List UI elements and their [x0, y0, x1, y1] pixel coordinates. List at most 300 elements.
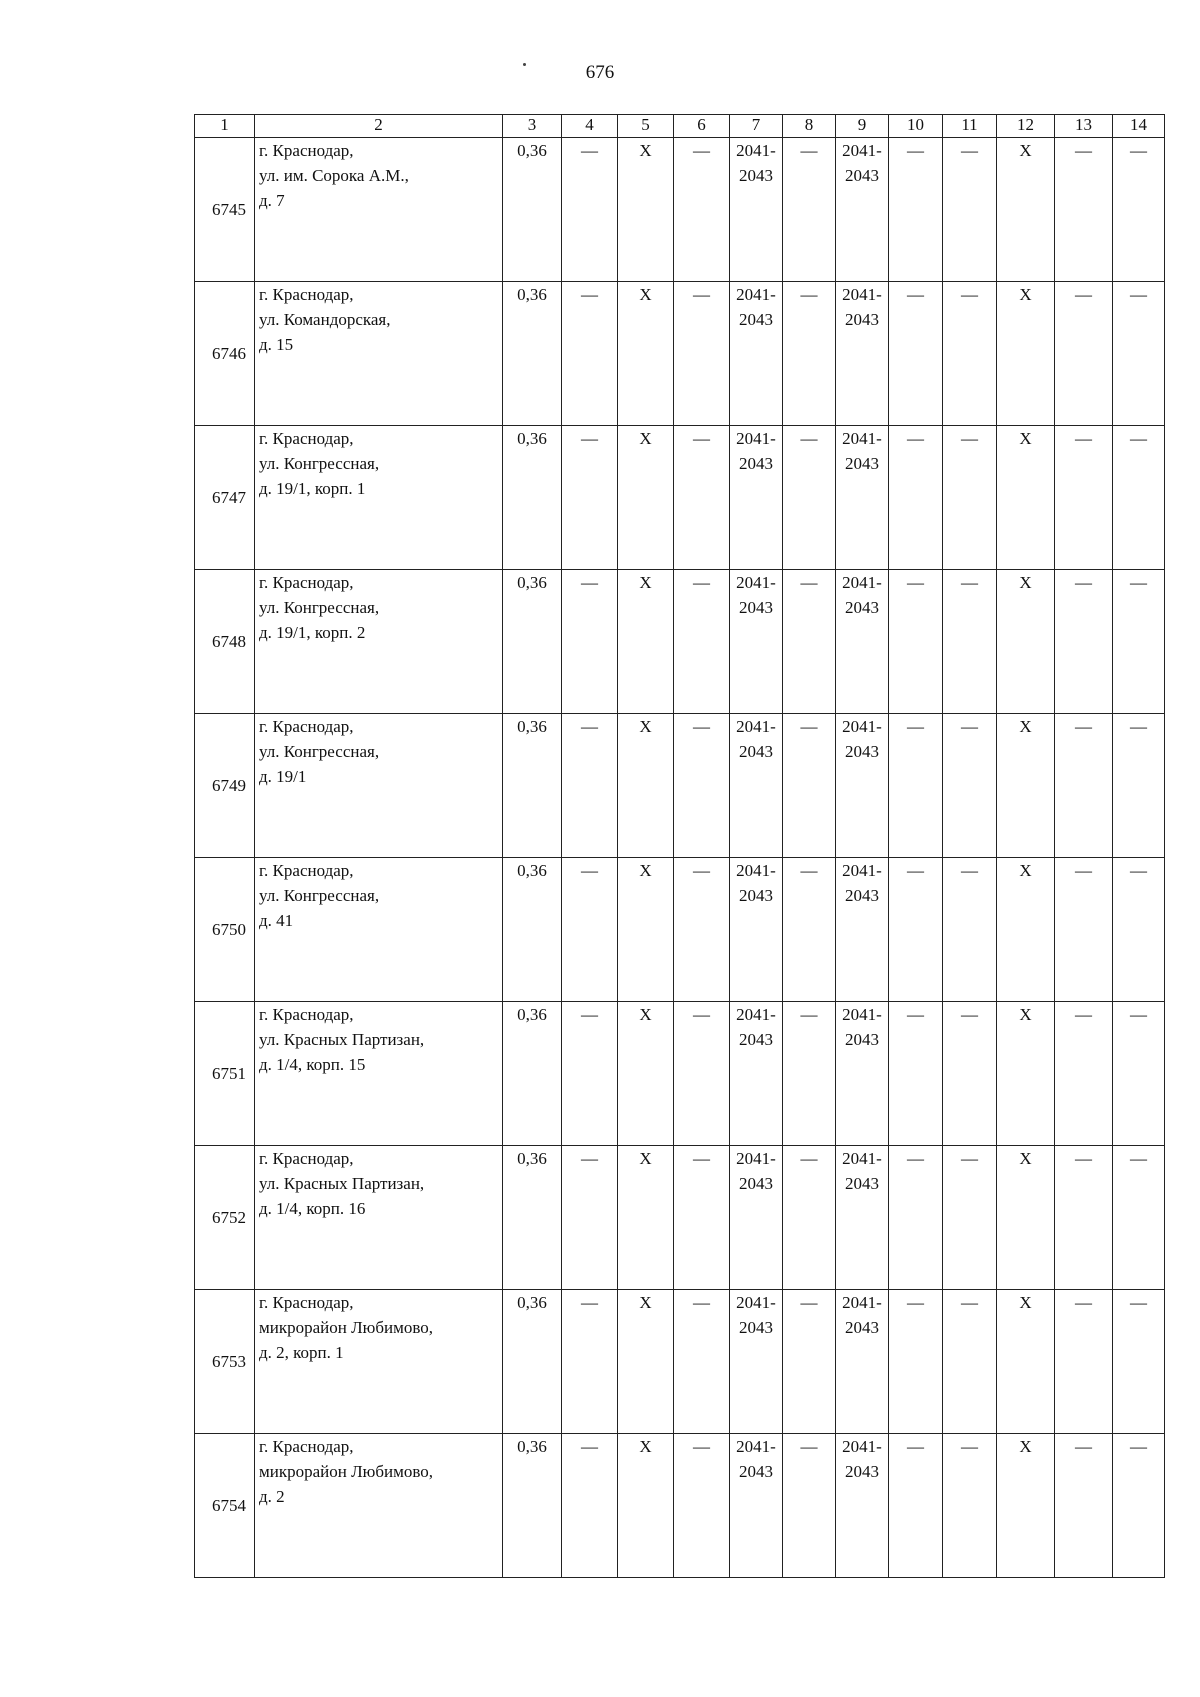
row-number: 6747 [195, 426, 255, 570]
period-cell-9 [836, 426, 889, 570]
address-line: г. Краснодар, [259, 429, 354, 448]
value-cell-6 [674, 1434, 730, 1578]
value-cell-6 [674, 1290, 730, 1434]
value-cell-14 [1113, 570, 1165, 714]
value-cell-12 [997, 1002, 1055, 1146]
cell-value: — [907, 573, 924, 592]
cell-value: Х [1019, 861, 1032, 880]
value-cell-12 [997, 858, 1055, 1002]
address-line: д. 2, корп. 1 [259, 1343, 344, 1362]
value-cell-10 [889, 1002, 943, 1146]
period-line: 2043 [845, 1318, 879, 1337]
column-header-3: 3 [503, 115, 562, 138]
value-cell-14 [1113, 1434, 1165, 1578]
period-line: 2043 [845, 742, 879, 761]
value-cell-11 [943, 1146, 997, 1290]
row-number: 6748 [195, 570, 255, 714]
address-line: г. Краснодар, [259, 1005, 354, 1024]
cell-value: — [581, 573, 598, 592]
cell-value: Х [1019, 717, 1032, 736]
header-row [195, 115, 1165, 138]
value-cell-6 [674, 570, 730, 714]
value-cell-3 [503, 282, 562, 426]
period-line: 2041- [842, 141, 882, 160]
value-cell-8 [783, 1290, 836, 1434]
cell-value: Х [639, 861, 652, 880]
cell-value: — [1075, 141, 1092, 160]
column-header-8: 8 [783, 115, 836, 138]
value-cell-10 [889, 1290, 943, 1434]
cell-value: — [907, 1149, 924, 1168]
scan-speck [523, 63, 526, 66]
period-line: 2041- [736, 861, 776, 880]
value-cell-11 [943, 714, 997, 858]
address-cell [255, 1434, 503, 1578]
period-cell-9 [836, 714, 889, 858]
cell-value: — [907, 1437, 924, 1456]
cell-value: 0,36 [517, 1437, 547, 1456]
table-row [195, 1146, 1165, 1290]
value-cell-13 [1055, 1002, 1113, 1146]
cell-value: — [1075, 1437, 1092, 1456]
period-line: 2041- [736, 717, 776, 736]
cell-value: — [1130, 285, 1147, 304]
period-line: 2043 [845, 598, 879, 617]
period-cell-7 [730, 714, 783, 858]
value-cell-4 [562, 1434, 618, 1578]
value-cell-14 [1113, 714, 1165, 858]
cell-value: — [961, 1005, 978, 1024]
value-cell-4 [562, 426, 618, 570]
address-line: г. Краснодар, [259, 861, 354, 880]
cell-value: — [1075, 1149, 1092, 1168]
registry-table [194, 114, 1165, 1578]
value-cell-10 [889, 1434, 943, 1578]
period-line: 2041- [842, 573, 882, 592]
period-line: 2043 [845, 454, 879, 473]
table-row [195, 1434, 1165, 1578]
value-cell-4 [562, 1290, 618, 1434]
value-cell-5 [618, 714, 674, 858]
cell-value: — [961, 141, 978, 160]
cell-value: — [800, 285, 818, 304]
period-cell-9 [836, 1146, 889, 1290]
table-row [195, 714, 1165, 858]
cell-value: Х [1019, 1293, 1032, 1312]
period-line: 2041- [736, 285, 776, 304]
period-line: 2041- [842, 1437, 882, 1456]
cell-value: — [693, 285, 710, 304]
cell-value: — [800, 573, 818, 592]
period-line: 2041- [842, 1005, 882, 1024]
cell-value: — [693, 717, 710, 736]
cell-value: Х [639, 573, 652, 592]
cell-value: — [1130, 573, 1147, 592]
cell-value: 0,36 [517, 717, 547, 736]
period-cell-7 [730, 1002, 783, 1146]
cell-value: — [800, 1005, 818, 1024]
address-line: ул. им. Сорока А.М., [259, 166, 409, 185]
period-line: 2041- [842, 429, 882, 448]
table-row [195, 1002, 1165, 1146]
value-cell-12 [997, 138, 1055, 282]
value-cell-11 [943, 858, 997, 1002]
cell-value: — [907, 1293, 924, 1312]
period-line: 2043 [739, 598, 773, 617]
column-header-10: 10 [889, 115, 943, 138]
value-cell-11 [943, 138, 997, 282]
cell-value: 0,36 [517, 141, 547, 160]
value-cell-11 [943, 570, 997, 714]
cell-value: 0,36 [517, 861, 547, 880]
cell-value: — [1075, 429, 1092, 448]
value-cell-13 [1055, 138, 1113, 282]
cell-value: — [693, 1005, 710, 1024]
period-cell-7 [730, 858, 783, 1002]
value-cell-8 [783, 1002, 836, 1146]
row-number: 6753 [195, 1290, 255, 1434]
value-cell-10 [889, 714, 943, 858]
cell-value: — [693, 573, 710, 592]
column-header-1: 1 [195, 115, 255, 138]
period-line: 2041- [736, 1437, 776, 1456]
cell-value: — [581, 141, 598, 160]
value-cell-10 [889, 1146, 943, 1290]
value-cell-6 [674, 138, 730, 282]
period-cell-7 [730, 138, 783, 282]
cell-value: 0,36 [517, 1005, 547, 1024]
cell-value: Х [1019, 1149, 1032, 1168]
cell-value: — [581, 1293, 598, 1312]
table-row [195, 426, 1165, 570]
period-line: 2041- [842, 1293, 882, 1312]
cell-value: — [961, 717, 978, 736]
column-header-4: 4 [562, 115, 618, 138]
value-cell-4 [562, 858, 618, 1002]
value-cell-10 [889, 282, 943, 426]
value-cell-5 [618, 1002, 674, 1146]
cell-value: — [693, 141, 710, 160]
column-header-13: 13 [1055, 115, 1113, 138]
row-number: 6752 [195, 1146, 255, 1290]
address-line: д. 1/4, корп. 16 [259, 1199, 366, 1218]
value-cell-3 [503, 1002, 562, 1146]
value-cell-13 [1055, 1146, 1113, 1290]
value-cell-14 [1113, 1146, 1165, 1290]
cell-value: — [581, 1005, 598, 1024]
column-header-14: 14 [1113, 115, 1165, 138]
period-line: 2043 [739, 1174, 773, 1193]
cell-value: — [907, 141, 924, 160]
period-cell-7 [730, 1434, 783, 1578]
cell-value: Х [639, 1005, 652, 1024]
value-cell-8 [783, 570, 836, 714]
cell-value: — [800, 1437, 818, 1456]
cell-value: — [581, 1437, 598, 1456]
value-cell-12 [997, 282, 1055, 426]
value-cell-8 [783, 138, 836, 282]
value-cell-8 [783, 714, 836, 858]
period-line: 2041- [842, 285, 882, 304]
period-line: 2043 [739, 886, 773, 905]
value-cell-3 [503, 1146, 562, 1290]
address-line: ул. Конгрессная, [259, 454, 380, 473]
period-cell-9 [836, 282, 889, 426]
value-cell-5 [618, 426, 674, 570]
cell-value: — [693, 1437, 710, 1456]
cell-value: — [1075, 285, 1092, 304]
cell-value: — [581, 717, 598, 736]
value-cell-12 [997, 714, 1055, 858]
period-cell-7 [730, 570, 783, 714]
address-line: микрорайон Любимово, [259, 1462, 434, 1481]
period-line: 2041- [842, 1149, 882, 1168]
value-cell-4 [562, 570, 618, 714]
cell-value: — [800, 1293, 818, 1312]
table-body [195, 138, 1165, 1578]
period-line: 2043 [845, 1462, 879, 1481]
table-row [195, 138, 1165, 282]
cell-value: Х [639, 429, 652, 448]
period-line: 2041- [842, 861, 882, 880]
cell-value: — [581, 1149, 598, 1168]
period-line: 2041- [736, 429, 776, 448]
cell-value: — [693, 429, 710, 448]
address-cell [255, 1002, 503, 1146]
address-cell [255, 1290, 503, 1434]
value-cell-8 [783, 1434, 836, 1578]
cell-value: — [907, 285, 924, 304]
value-cell-10 [889, 426, 943, 570]
address-cell [255, 138, 503, 282]
column-header-9: 9 [836, 115, 889, 138]
address-line: д. 41 [259, 911, 294, 930]
value-cell-13 [1055, 1434, 1113, 1578]
address-line: д. 2 [259, 1487, 285, 1506]
address-line: микрорайон Любимово, [259, 1318, 434, 1337]
cell-value: Х [1019, 1437, 1032, 1456]
address-line: г. Краснодар, [259, 717, 354, 736]
value-cell-10 [889, 570, 943, 714]
value-cell-4 [562, 1146, 618, 1290]
value-cell-13 [1055, 570, 1113, 714]
value-cell-12 [997, 1290, 1055, 1434]
period-line: 2043 [739, 454, 773, 473]
value-cell-5 [618, 1434, 674, 1578]
cell-value: Х [639, 1293, 652, 1312]
cell-value: — [800, 717, 818, 736]
period-line: 2041- [736, 1149, 776, 1168]
period-cell-9 [836, 1290, 889, 1434]
value-cell-11 [943, 426, 997, 570]
column-header-11: 11 [943, 115, 997, 138]
address-cell [255, 714, 503, 858]
value-cell-13 [1055, 426, 1113, 570]
cell-value: Х [1019, 285, 1032, 304]
value-cell-3 [503, 1434, 562, 1578]
cell-value: — [800, 429, 818, 448]
address-line: г. Краснодар, [259, 573, 354, 592]
cell-value: — [693, 1149, 710, 1168]
address-line: ул. Конгрессная, [259, 598, 380, 617]
address-line: г. Краснодар, [259, 1149, 354, 1168]
value-cell-5 [618, 1290, 674, 1434]
cell-value: Х [1019, 1005, 1032, 1024]
address-line: д. 15 [259, 335, 294, 354]
cell-value: — [1130, 1437, 1147, 1456]
value-cell-6 [674, 282, 730, 426]
value-cell-12 [997, 570, 1055, 714]
period-cell-9 [836, 858, 889, 1002]
period-line: 2043 [845, 1174, 879, 1193]
value-cell-4 [562, 714, 618, 858]
cell-value: — [1075, 1005, 1092, 1024]
cell-value: — [581, 429, 598, 448]
value-cell-10 [889, 138, 943, 282]
address-line: г. Краснодар, [259, 141, 354, 160]
cell-value: — [907, 429, 924, 448]
row-number: 6746 [195, 282, 255, 426]
period-line: 2041- [736, 141, 776, 160]
value-cell-13 [1055, 282, 1113, 426]
cell-value: — [1075, 717, 1092, 736]
period-line: 2041- [736, 573, 776, 592]
value-cell-8 [783, 282, 836, 426]
value-cell-3 [503, 426, 562, 570]
period-line: 2043 [739, 310, 773, 329]
table-row [195, 570, 1165, 714]
value-cell-13 [1055, 1290, 1113, 1434]
value-cell-5 [618, 570, 674, 714]
period-line: 2043 [739, 742, 773, 761]
column-header-12: 12 [997, 115, 1055, 138]
value-cell-5 [618, 858, 674, 1002]
period-cell-9 [836, 1434, 889, 1578]
cell-value: Х [639, 1437, 652, 1456]
address-cell [255, 1146, 503, 1290]
cell-value: 0,36 [517, 1149, 547, 1168]
period-cell-7 [730, 282, 783, 426]
value-cell-8 [783, 426, 836, 570]
period-line: 2043 [845, 166, 879, 185]
address-line: г. Краснодар, [259, 1293, 354, 1312]
cell-value: — [1130, 1293, 1147, 1312]
cell-value: 0,36 [517, 1293, 547, 1312]
period-line: 2043 [739, 166, 773, 185]
address-line: д. 19/1, корп. 1 [259, 479, 366, 498]
period-cell-7 [730, 1290, 783, 1434]
cell-value: — [1075, 1293, 1092, 1312]
row-number: 6750 [195, 858, 255, 1002]
address-line: г. Краснодар, [259, 285, 354, 304]
cell-value: — [1130, 717, 1147, 736]
period-line: 2043 [739, 1030, 773, 1049]
cell-value: — [961, 1293, 978, 1312]
value-cell-14 [1113, 1002, 1165, 1146]
value-cell-11 [943, 1002, 997, 1146]
address-line: ул. Красных Партизан, [259, 1030, 425, 1049]
period-line: 2043 [739, 1318, 773, 1337]
cell-value: — [800, 141, 818, 160]
cell-value: Х [639, 285, 652, 304]
cell-value: — [1130, 1149, 1147, 1168]
column-header-6: 6 [674, 115, 730, 138]
address-line: ул. Конгрессная, [259, 742, 380, 761]
row-number: 6749 [195, 714, 255, 858]
cell-value: 0,36 [517, 285, 547, 304]
cell-value: — [1130, 861, 1147, 880]
cell-value: — [961, 1437, 978, 1456]
value-cell-5 [618, 282, 674, 426]
cell-value: — [1130, 429, 1147, 448]
cell-value: — [800, 861, 818, 880]
address-line: ул. Командорская, [259, 310, 391, 329]
row-number: 6745 [195, 138, 255, 282]
address-line: д. 19/1, корп. 2 [259, 623, 366, 642]
value-cell-4 [562, 282, 618, 426]
value-cell-6 [674, 858, 730, 1002]
cell-value: — [1130, 1005, 1147, 1024]
column-header-2: 2 [255, 115, 503, 138]
address-cell [255, 426, 503, 570]
cell-value: 0,36 [517, 429, 547, 448]
address-line: д. 1/4, корп. 15 [259, 1055, 366, 1074]
value-cell-4 [562, 1002, 618, 1146]
value-cell-3 [503, 714, 562, 858]
cell-value: Х [1019, 573, 1032, 592]
address-line: ул. Красных Партизан, [259, 1174, 425, 1193]
period-line: 2041- [736, 1293, 776, 1312]
cell-value: — [961, 861, 978, 880]
address-cell [255, 282, 503, 426]
value-cell-10 [889, 858, 943, 1002]
address-line: г. Краснодар, [259, 1437, 354, 1456]
address-cell [255, 858, 503, 1002]
cell-value: Х [1019, 141, 1032, 160]
cell-value: 0,36 [517, 573, 547, 592]
cell-value: Х [639, 141, 652, 160]
period-cell-7 [730, 1146, 783, 1290]
value-cell-6 [674, 426, 730, 570]
column-header-5: 5 [618, 115, 674, 138]
row-number: 6751 [195, 1002, 255, 1146]
value-cell-14 [1113, 426, 1165, 570]
value-cell-3 [503, 138, 562, 282]
cell-value: — [1075, 573, 1092, 592]
period-line: 2043 [845, 886, 879, 905]
column-header-7: 7 [730, 115, 783, 138]
value-cell-11 [943, 282, 997, 426]
address-cell [255, 570, 503, 714]
period-cell-7 [730, 426, 783, 570]
cell-value: — [907, 1005, 924, 1024]
period-cell-9 [836, 138, 889, 282]
table-row [195, 858, 1165, 1002]
cell-value: — [581, 285, 598, 304]
value-cell-5 [618, 138, 674, 282]
cell-value: — [961, 573, 978, 592]
value-cell-6 [674, 714, 730, 858]
cell-value: Х [1019, 429, 1032, 448]
period-line: 2043 [739, 1462, 773, 1481]
table-row [195, 282, 1165, 426]
cell-value: — [1075, 861, 1092, 880]
cell-value: Х [639, 717, 652, 736]
value-cell-8 [783, 1146, 836, 1290]
page-number: 676 [585, 62, 615, 83]
address-line: ул. Конгрессная, [259, 886, 380, 905]
value-cell-5 [618, 1146, 674, 1290]
